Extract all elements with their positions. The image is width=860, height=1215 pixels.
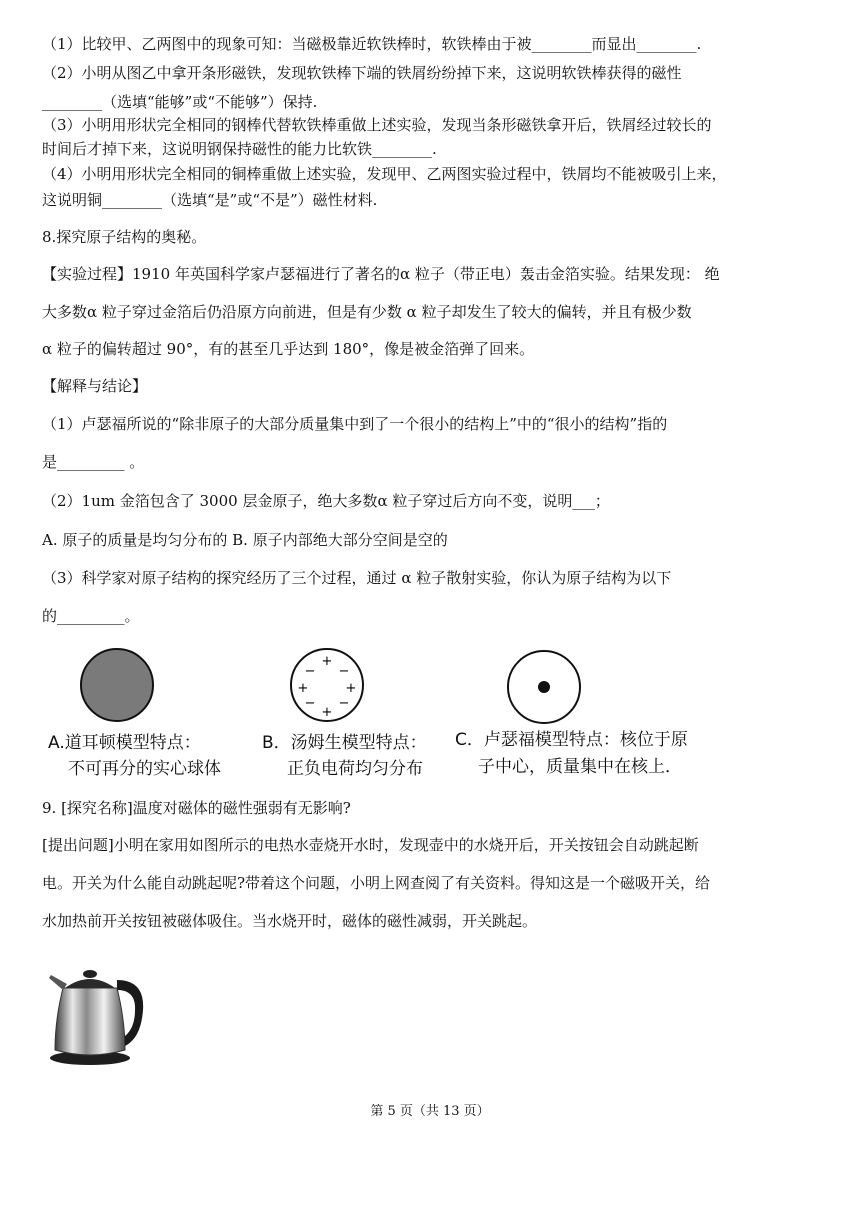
text-line: 【实验过程】1910 年英国科学家卢瑟福进行了著名的α 粒子（带正电）轰击金箔实验。结果发现： 绝: [42, 265, 720, 283]
rutherford-model-figure: [500, 645, 590, 730]
text-line: 时间后才掉下来，这说明钢保持磁性的能力比软铁________.: [42, 140, 437, 158]
text-line: （3）小明用形状完全相同的钢棒代替软铁棒重做上述实验，发现当条形磁铁拿开后，铁屑经过较长的: [42, 116, 712, 134]
question-heading: 8.探究原子结构的奥秘。: [42, 228, 207, 246]
thomson-sign: −: [304, 664, 316, 679]
dalton-caption-1: A.道耳顿模型特点：: [48, 733, 201, 753]
text-line: （2）1um 金箔包含了 3000 层金原子，绝大多数α 粒子穿过后方向不变，说明___；: [42, 492, 610, 510]
text-line: 这说明铜________（选填“是”或“不是”）磁性材料.: [42, 191, 378, 209]
thomson-sign: +: [345, 681, 357, 696]
question-heading: 9. [探究名称]温度对磁体的磁性强弱有无影响?: [42, 799, 351, 817]
rutherford-caption-1: C．卢瑟福模型特点：核位于原: [455, 730, 688, 750]
text-line: （1）卢瑟福所说的“除非原子的大部分质量集中到了一个很小的结构上”中的“很小的结构”指的: [42, 415, 668, 433]
text-line: 电。开关为什么能自动跳起呢?带着这个问题，小明上网查阅了有关资料。得知这是一个磁吸开关，给: [42, 874, 711, 892]
nucleus: [538, 681, 550, 693]
text-line: （3）科学家对原子结构的探究经历了三个过程，通过 α 粒子散射实验，你认为原子结构为以下: [42, 569, 672, 587]
thomson-sign: +: [297, 681, 309, 696]
section-heading: 【解释与结论】: [42, 377, 148, 395]
thomson-model-figure: [285, 645, 375, 730]
dalton-caption-2: 不可再分的实心球体: [68, 759, 221, 779]
choice-line: A. 原子的质量是均匀分布的 B. 原子内部绝大部分空间是空的: [42, 531, 448, 549]
thomson-sign: +: [321, 705, 333, 720]
dalton-model-figure: [75, 645, 165, 730]
text-line: [提出问题]小明在家用如图所示的电热水壶烧开水时，发现壶中的水烧开后，开关按钮会自动跳起断: [42, 836, 699, 854]
thomson-sign: +: [321, 654, 333, 669]
thomson-sign: −: [304, 696, 316, 711]
text-line: ________（选填“能够”或“不能够”）保持.: [42, 93, 318, 111]
rutherford-caption-2: 子中心，质量集中在核上．: [478, 757, 682, 777]
text-line: （4）小明用形状完全相同的铜棒重做上述实验，发现甲、乙两图实验过程中，铁屑均不能被吸引上来，: [42, 165, 727, 183]
thomson-sign: −: [338, 664, 350, 679]
thomson-caption-1: B．汤姆生模型特点：: [262, 733, 427, 753]
text-line: 是_________ 。: [42, 453, 145, 471]
text-line: α 粒子的偏转超过 90°，有的甚至几乎达到 180°，像是被金箔弹了回来。: [42, 340, 535, 358]
electric-kettle-image: [45, 950, 150, 1070]
thomson-sign: −: [338, 696, 350, 711]
text-line: 水加热前开关按钮被磁体吸住。当水烧开时，磁体的磁性减弱，开关跳起。: [42, 912, 538, 930]
text-line: 的_________。: [42, 607, 140, 625]
thomson-caption-2: 正负电荷均匀分布: [287, 759, 423, 779]
page-footer: 第 5 页（共 13 页）: [370, 1104, 490, 1119]
text-line: （2）小明从图乙中拿开条形磁铁，发现软铁棒下端的铁屑纷纷掉下来，这说明软铁棒获得的磁性: [42, 64, 682, 82]
text-line: （1）比较甲、乙两图中的现象可知：当磁极靠近软铁棒时，软铁棒由于被________而显出________.: [42, 35, 702, 53]
text-line: 大多数α 粒子穿过金箔后仍沿原方向前进，但是有少数 α 粒子却发生了较大的偏转，并且有极少数: [42, 303, 692, 321]
